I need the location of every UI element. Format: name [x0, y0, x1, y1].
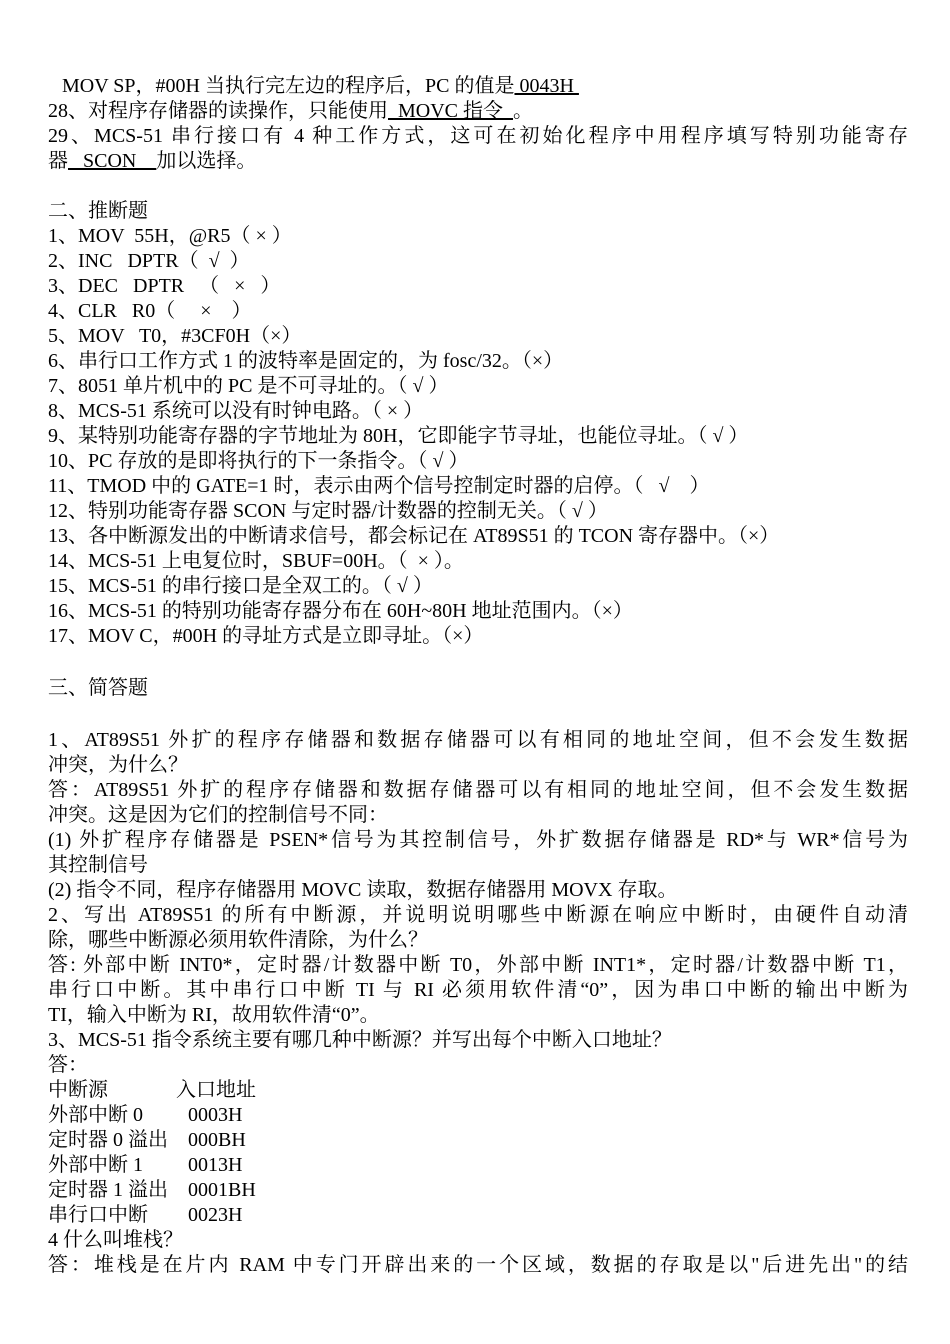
answer-1-line: 答：AT89S51 外扩的程序存储器和数据存储器可以有相同的地址空间，但不会发生数据 — [48, 779, 908, 801]
answer-1-line: 其控制信号 — [48, 854, 148, 876]
judge-item: 7、8051 单片机中的 PC 是不可寻址的。（ √ ） — [48, 375, 449, 397]
question-4-line: 4 什么叫堆栈？ — [48, 1229, 183, 1251]
judge-item: 2、INC DPTR（ √ ） — [48, 250, 250, 272]
document-page — [48, 74, 908, 1278]
question-1-line: 冲突，为什么？ — [48, 754, 188, 776]
spacer — [48, 174, 908, 199]
judge-item: 8、MCS-51 系统可以没有时钟电路。（ × ） — [48, 400, 424, 422]
spacer — [48, 649, 908, 676]
judge-item: 5、MOV T0，#3CF0H（×） — [48, 325, 302, 347]
answer-2-line: TI，输入中断为 RI，故用软件清“0”。 — [48, 1004, 380, 1026]
section-title-qa: 三、简答题 — [48, 677, 148, 699]
answer-blank: MOVC 指令 — [388, 100, 514, 122]
question-1-line: 1、AT89S51 外扩的程序存储器和数据存储器可以有相同的地址空间，但不会发生数据 — [48, 729, 908, 751]
judge-item: 10、PC 存放的是即将执行的下一条指令。（ √ ） — [48, 450, 469, 472]
interrupt-table-row: 串行口中断 0023H — [48, 1204, 243, 1226]
answer-1-line: (1) 外扩程序存储器是 PSEN*信号为其控制信号，外扩数据存储器是 RD*与 WR*信号为 — [48, 829, 908, 851]
answer-2-line: 串行口中断。其中串行口中断 TI 与 RI 必须用软件清“0”，因为串口中断的输出中断为 — [48, 979, 908, 1001]
judge-item: 11、TMOD 中的 GATE=1 时，表示由两个信号控制定时器的启停。（ √ ） — [48, 475, 710, 497]
judge-item: 14、MCS-51 上电复位时，SBUF=00H。（ × ）。 — [48, 550, 464, 572]
fill-line-mov-sp: MOV SP，#00H 当执行完左边的程序后，PC 的值是 0043H — [62, 75, 579, 97]
judge-item: 9、某特别功能寄存器的字节地址为 80H，它即能字节寻址，也能位寻址。（ √ ） — [48, 425, 749, 447]
question-2-line: 2、写出 AT89S51 的所有中断源，并说明说明哪些中断源在响应中断时，由硬件自动清 — [48, 904, 908, 926]
fill-line-29b: 器 SCON 加以选择。 — [48, 150, 257, 172]
answer-4-line: 答：堆栈是在片内 RAM 中专门开辟出来的一个区域，数据的存取是以"后进先出"的结 — [48, 1254, 908, 1276]
interrupt-table-row: 外部中断 0 0003H — [48, 1104, 243, 1126]
answer-1-line: 冲突。这是因为它们的控制信号不同： — [48, 804, 388, 826]
interrupt-table-row: 外部中断 1 0013H — [48, 1154, 243, 1176]
judge-item: 17、MOV C，#00H 的寻址方式是立即寻址。（×） — [48, 625, 484, 647]
judge-item: 13、各中断源发出的中断请求信号，都会标记在 AT89S51 的 TCON 寄存器中。（×） — [48, 525, 780, 547]
answer-blank: 0043H — [514, 75, 579, 97]
spacer — [48, 701, 908, 728]
answer-3-label: 答： — [48, 1054, 88, 1076]
fill-line-28: 28、对程序存储器的读操作，只能使用 MOVC 指令 。 — [48, 100, 534, 122]
section-title-judge: 二、推断题 — [48, 200, 148, 222]
judge-item: 16、MCS-51 的特别功能寄存器分布在 60H~80H 地址范围内。（×） — [48, 600, 633, 622]
interrupt-table-row: 定时器 0 溢出 000BH — [48, 1129, 246, 1151]
judge-item: 3、DEC DPTR （ × ） — [48, 275, 281, 297]
question-3-line: 3、MCS-51 指令系统主要有哪几种中断源？并写出每个中断入口地址？ — [48, 1029, 672, 1051]
answer-2-line: 答: 外部中断 INT0*，定时器/计数器中断 T0，外部中断 INT1*，定时器/计数器中断 T1， — [48, 954, 908, 976]
judge-item: 12、特别功能寄存器 SCON 与定时器/计数器的控制无关。（ √ ） — [48, 500, 608, 522]
judge-item: 6、串行口工作方式 1 的波特率是固定的，为 fosc/32。（×） — [48, 350, 564, 372]
judge-item: 1、MOV 55H，@R5（ × ） — [48, 225, 292, 247]
fill-line-29a: 29、MCS-51 串行接口有 4 种工作方式，这可在初始化程序中用程序填写特别功能寄存 — [48, 125, 908, 147]
answer-1-line: (2) 指令不同，程序存储器用 MOVC 读取，数据存储器用 MOVX 存取。 — [48, 879, 678, 901]
judge-item: 15、MCS-51 的串行接口是全双工的。（ √ ） — [48, 575, 433, 597]
interrupt-table-row: 定时器 1 溢出 0001BH — [48, 1179, 256, 1201]
judge-item: 4、CLR R0（ × ） — [48, 300, 252, 322]
interrupt-table-header: 中断源 入口地址 — [48, 1079, 256, 1101]
answer-blank: SCON — [68, 150, 157, 172]
question-2-line: 除，哪些中断源必须用软件清除，为什么？ — [48, 929, 428, 951]
